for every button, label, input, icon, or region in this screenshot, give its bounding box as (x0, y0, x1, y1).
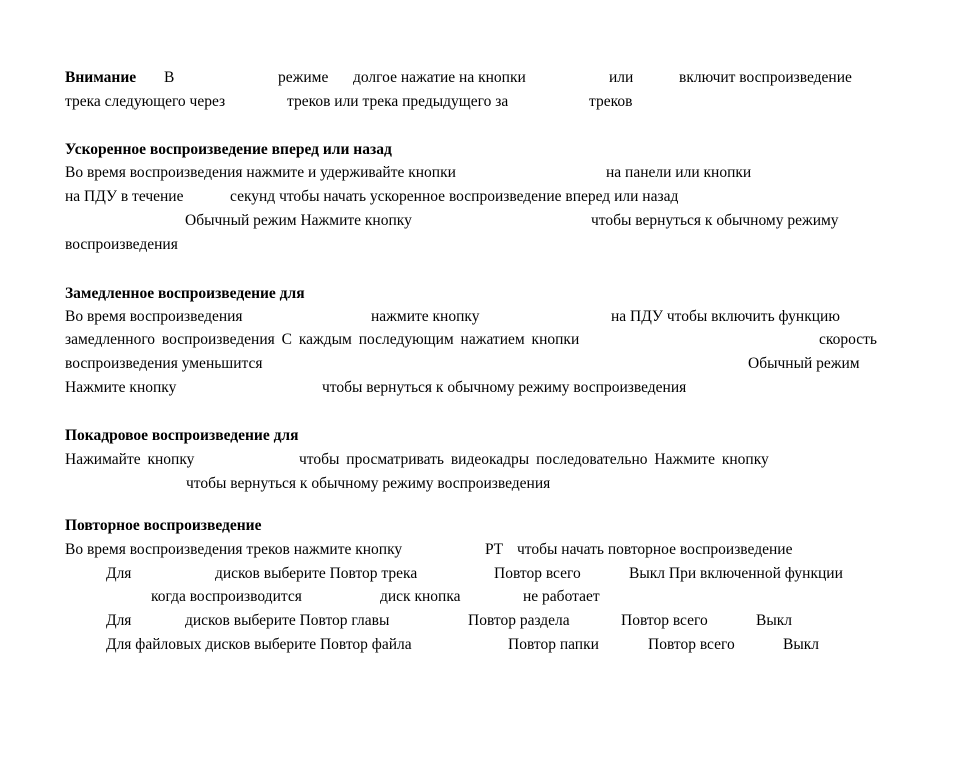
text-fragment: чтобы вернуться к обычному режиму воспроизведения (186, 475, 551, 492)
text-fragment: PT (485, 541, 504, 558)
text-fragment: или (609, 69, 634, 86)
text-fragment: Во время воспроизведения нажмите и удерживайте кнопки (65, 164, 456, 181)
text-fragment: дисков выберите Повтор главы (185, 612, 390, 629)
text-fragment: нажмите кнопку (371, 308, 480, 325)
text-fragment: чтобы вернуться к обычному режиму (591, 212, 839, 229)
text-fragment: режиме (278, 69, 329, 86)
text-fragment: чтобы начать повторное воспроизведение (517, 541, 793, 558)
section-heading: Повторное воспроизведение (65, 517, 262, 534)
text-fragment: Обычный режим Нажмите кнопку (185, 212, 412, 229)
text-fragment: чтобы вернуться к обычному режиму воспроизведения (322, 379, 687, 396)
text-fragment: чтобы просматривать видеокадры последовательно Нажмите кнопку (299, 451, 769, 468)
text-fragment: Повтор папки (508, 636, 599, 653)
text-fragment: воспроизведения уменьшится (65, 355, 263, 372)
text-fragment: воспроизведения (65, 236, 178, 253)
text-fragment: Выкл При включенной функции (629, 565, 843, 582)
text-fragment: треков или трека предыдущего за (287, 93, 509, 110)
text-fragment: Повтор раздела (468, 612, 570, 629)
text-fragment: Нажмите кнопку (65, 379, 177, 396)
text-fragment: диск кнопка (380, 588, 461, 605)
text-fragment: Для (106, 565, 132, 582)
text-fragment: Повтор всего (648, 636, 735, 653)
text-fragment: Повтор всего (621, 612, 708, 629)
text-fragment: Обычный режим (748, 355, 860, 372)
text-fragment: Для файловых дисков выберите Повтор файла (106, 636, 412, 653)
text-fragment: скорость (819, 331, 877, 348)
text-fragment: долгое нажатие на кнопки (353, 69, 526, 86)
text-fragment: замедленного воспроизведения С каждым последующим нажатием кнопки (65, 331, 580, 348)
attention-label: Внимание (65, 69, 137, 86)
text-fragment: дисков выберите Повтор трека (215, 565, 418, 582)
text-fragment: на панели или кнопки (606, 164, 752, 181)
text-fragment: Выкл (756, 612, 793, 629)
text-fragment: на ПДУ чтобы включить функцию (611, 308, 840, 325)
text-fragment: В (164, 69, 175, 86)
text-fragment: Выкл (783, 636, 820, 653)
section-heading: Замедленное воспроизведение для (65, 285, 305, 302)
text-fragment: Повтор всего (494, 565, 581, 582)
text-fragment: на ПДУ в течение (65, 188, 184, 205)
section-heading: Покадровое воспроизведение для (65, 427, 299, 444)
text-fragment: Во время воспроизведения (65, 308, 243, 325)
text-fragment: трека следующего через (65, 93, 226, 110)
text-fragment: Во время воспроизведения треков нажмите кнопку (65, 541, 403, 558)
text-fragment: секунд чтобы начать ускоренное воспроизведение вперед или назад (230, 188, 679, 205)
text-fragment: треков (589, 93, 633, 110)
text-fragment: когда воспроизводится (151, 588, 302, 605)
section-heading: Ускоренное воспроизведение вперед или назад (65, 141, 392, 158)
text-fragment: не работает (523, 588, 600, 605)
text-fragment: Для (106, 612, 132, 629)
text-fragment: включит воспроизведение (679, 69, 852, 86)
text-fragment: Нажимайте кнопку (65, 451, 195, 468)
